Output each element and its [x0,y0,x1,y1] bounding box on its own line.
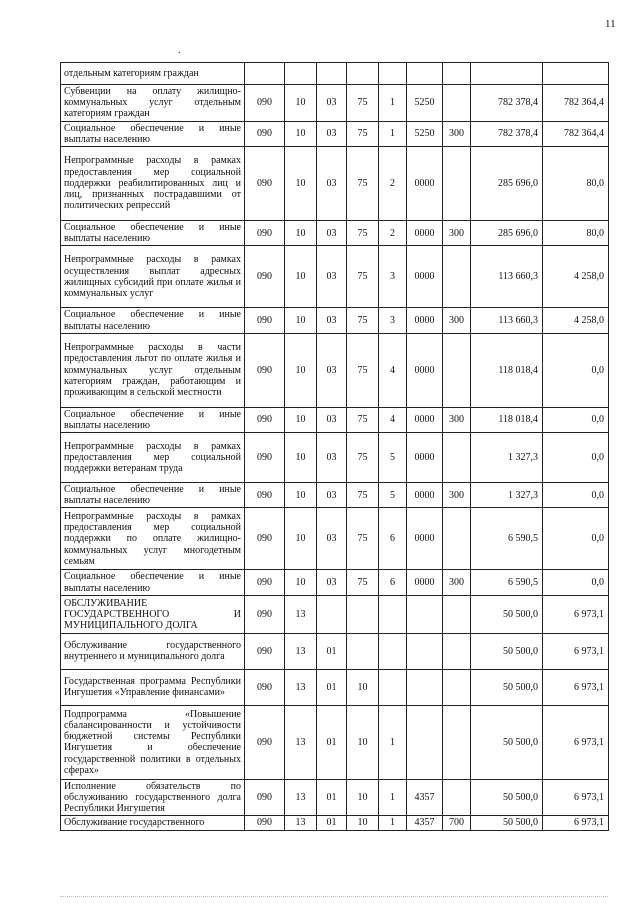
subsection-cell: 03 [317,570,347,595]
amount-planned-cell: 50 500,0 [471,816,543,830]
row-name-cell: Непрограммные расходы в рамках предоставления мер социальной поддержки ветеранам труда [61,433,245,483]
expense-type-cell: 300 [443,483,471,508]
gov-code-cell: 090 [245,595,285,633]
direction-cell [407,63,443,85]
program-cell: 10 [347,779,379,816]
amount-planned-cell: 1 327,3 [471,483,543,508]
amount-executed-cell: 6 973,1 [543,779,609,816]
table-row [61,433,609,483]
expense-type-cell [443,246,471,308]
amount-planned-cell: 285 696,0 [471,146,543,220]
gov-code-cell: 090 [245,669,285,705]
gov-code-cell: 090 [245,508,285,570]
program-cell: 75 [347,85,379,122]
subsection-cell: 01 [317,816,347,830]
amount-executed-cell: 4 258,0 [543,308,609,333]
program-cell: 10 [347,705,379,779]
row-name-cell: отдельным категориям граждан [61,63,245,85]
direction-cell: 0000 [407,433,443,483]
table-row [61,483,609,508]
bottom-scan-line [60,896,608,897]
row-name-cell: Обслуживание государственного внутреннего и муниципального долга [61,633,245,669]
expense-type-cell: 300 [443,570,471,595]
subsection-cell [317,63,347,85]
amount-planned-cell [471,63,543,85]
gov-code-cell: 090 [245,333,285,407]
program-cell [347,633,379,669]
budget-table [60,62,609,831]
subsection-cell: 03 [317,333,347,407]
table-row [61,816,609,830]
direction-cell: 4357 [407,816,443,830]
subprogram-cell [379,669,407,705]
program-cell: 75 [347,407,379,432]
section-cell: 10 [285,146,317,220]
table-row [61,246,609,308]
amount-executed-cell: 0,0 [543,433,609,483]
section-cell: 13 [285,595,317,633]
stray-mark: . [178,45,181,56]
subprogram-cell: 4 [379,407,407,432]
row-name-cell: Социальное обеспечение и иные выплаты населению [61,570,245,595]
expense-type-cell [443,333,471,407]
section-cell: 10 [285,220,317,245]
gov-code-cell: 090 [245,570,285,595]
row-name-cell: Исполнение обязательств по обслуживанию государственного долга Республики Ингушетия [61,779,245,816]
amount-executed-cell: 0,0 [543,333,609,407]
subprogram-cell: 1 [379,85,407,122]
row-name-cell: Обслуживание государственного [61,816,245,830]
amount-executed-cell: 4 258,0 [543,246,609,308]
amount-planned-cell: 782 378,4 [471,121,543,146]
section-cell: 10 [285,407,317,432]
amount-planned-cell: 113 660,3 [471,246,543,308]
subprogram-cell: 3 [379,246,407,308]
direction-cell: 0000 [407,308,443,333]
direction-cell [407,705,443,779]
amount-planned-cell: 1 327,3 [471,433,543,483]
row-name-cell: Непрограммные расходы в рамках осуществления выплат адресных жилищных субсидий при оплате жилья и коммунальных услуг [61,246,245,308]
direction-cell [407,595,443,633]
subsection-cell [317,595,347,633]
direction-cell: 0000 [407,220,443,245]
amount-executed-cell: 6 973,1 [543,669,609,705]
expense-type-cell [443,63,471,85]
subprogram-cell [379,595,407,633]
amount-executed-cell: 782 364,4 [543,121,609,146]
amount-planned-cell: 50 500,0 [471,595,543,633]
subprogram-cell: 6 [379,508,407,570]
subprogram-cell: 1 [379,121,407,146]
subprogram-cell: 6 [379,570,407,595]
amount-executed-cell: 6 973,1 [543,705,609,779]
section-cell: 10 [285,85,317,122]
amount-executed-cell: 6 973,1 [543,595,609,633]
expense-type-cell: 300 [443,407,471,432]
table-row [61,705,609,779]
gov-code-cell: 090 [245,85,285,122]
subprogram-cell: 2 [379,220,407,245]
amount-executed-cell: 0,0 [543,407,609,432]
amount-planned-cell: 118 018,4 [471,333,543,407]
table-body [61,63,609,831]
gov-code-cell: 090 [245,407,285,432]
direction-cell: 5250 [407,121,443,146]
gov-code-cell: 090 [245,433,285,483]
gov-code-cell: 090 [245,146,285,220]
program-cell: 75 [347,508,379,570]
subsection-cell: 03 [317,146,347,220]
direction-cell: 0000 [407,146,443,220]
program-cell: 75 [347,246,379,308]
table-row [61,595,609,633]
row-name-cell: Социальное обеспечение и иные выплаты населению [61,483,245,508]
amount-planned-cell: 50 500,0 [471,669,543,705]
direction-cell: 0000 [407,333,443,407]
program-cell: 75 [347,146,379,220]
subsection-cell: 03 [317,407,347,432]
program-cell: 75 [347,220,379,245]
row-name-cell: ОБСЛУЖИВАНИЕ ГОСУДАРСТВЕННОГО И МУНИЦИПАЛЬНОГО ДОЛГА [61,595,245,633]
direction-cell: 0000 [407,246,443,308]
program-cell: 75 [347,570,379,595]
section-cell: 10 [285,246,317,308]
program-cell: 75 [347,433,379,483]
program-cell: 75 [347,483,379,508]
section-cell: 10 [285,308,317,333]
direction-cell: 5250 [407,85,443,122]
subprogram-cell: 5 [379,483,407,508]
expense-type-cell [443,633,471,669]
expense-type-cell: 700 [443,816,471,830]
amount-planned-cell: 50 500,0 [471,705,543,779]
subsection-cell: 03 [317,508,347,570]
amount-planned-cell: 50 500,0 [471,779,543,816]
program-cell: 10 [347,669,379,705]
row-name-cell: Субвенции на оплату жилищно-коммунальных услуг отдельным категориям граждан [61,85,245,122]
table-row [61,407,609,432]
table-row [61,333,609,407]
program-cell [347,63,379,85]
amount-planned-cell: 782 378,4 [471,85,543,122]
row-name-cell: Непрограммные расходы в рамках предоставления мер социальной поддержки по оплате жилищно-коммунальных услуг многодетным семьям [61,508,245,570]
expense-type-cell [443,669,471,705]
row-name-cell: Непрограммные расходы в части предоставления льгот по оплате жилья и коммунальных услуг отдельным категориям граждан, работающим и проживающим в сельской местности [61,333,245,407]
program-cell: 10 [347,816,379,830]
expense-type-cell [443,779,471,816]
amount-planned-cell: 50 500,0 [471,633,543,669]
subsection-cell: 03 [317,433,347,483]
table-row [61,779,609,816]
section-cell: 13 [285,705,317,779]
subprogram-cell: 4 [379,333,407,407]
subprogram-cell: 2 [379,146,407,220]
amount-planned-cell: 6 590,5 [471,570,543,595]
gov-code-cell: 090 [245,121,285,146]
program-cell: 75 [347,333,379,407]
program-cell: 75 [347,121,379,146]
amount-executed-cell: 782 364,4 [543,85,609,122]
expense-type-cell [443,705,471,779]
amount-planned-cell: 113 660,3 [471,308,543,333]
gov-code-cell: 090 [245,308,285,333]
expense-type-cell [443,85,471,122]
table-row [61,63,609,85]
subprogram-cell [379,63,407,85]
direction-cell: 0000 [407,407,443,432]
subsection-cell: 01 [317,633,347,669]
subprogram-cell: 5 [379,433,407,483]
gov-code-cell: 090 [245,633,285,669]
subsection-cell: 01 [317,779,347,816]
gov-code-cell: 090 [245,246,285,308]
amount-planned-cell: 285 696,0 [471,220,543,245]
subsection-cell: 01 [317,705,347,779]
table-row [61,633,609,669]
subprogram-cell [379,633,407,669]
direction-cell: 0000 [407,570,443,595]
subsection-cell: 03 [317,220,347,245]
amount-executed-cell: 80,0 [543,220,609,245]
row-name-cell: Социальное обеспечение и иные выплаты населению [61,220,245,245]
section-cell [285,63,317,85]
row-name-cell: Подпрограмма «Повышение сбалансированности и устойчивости бюджетной системы Республики Ингушетия и обеспечение государственной политики в отдельных сферах» [61,705,245,779]
amount-executed-cell: 0,0 [543,483,609,508]
amount-executed-cell: 80,0 [543,146,609,220]
table-row [61,220,609,245]
subprogram-cell: 1 [379,779,407,816]
row-name-cell: Социальное обеспечение и иные выплаты населению [61,407,245,432]
expense-type-cell: 300 [443,220,471,245]
amount-executed-cell: 0,0 [543,570,609,595]
subsection-cell: 03 [317,308,347,333]
row-name-cell: Социальное обеспечение и иные выплаты населению [61,308,245,333]
expense-type-cell [443,595,471,633]
section-cell: 10 [285,333,317,407]
amount-executed-cell: 6 973,1 [543,816,609,830]
row-name-cell: Социальное обеспечение и иные выплаты населению [61,121,245,146]
page-number: 11 [605,18,616,30]
direction-cell: 0000 [407,483,443,508]
gov-code-cell [245,63,285,85]
subsection-cell: 03 [317,483,347,508]
program-cell [347,595,379,633]
expense-type-cell [443,146,471,220]
table-row [61,146,609,220]
section-cell: 13 [285,816,317,830]
section-cell: 10 [285,121,317,146]
section-cell: 10 [285,508,317,570]
table-row [61,508,609,570]
amount-planned-cell: 6 590,5 [471,508,543,570]
expense-type-cell: 300 [443,308,471,333]
gov-code-cell: 090 [245,779,285,816]
row-name-cell: Непрограммные расходы в рамках предоставления мер социальной поддержки реабилитированных лиц и лиц, признанных пострадавшими от политических репрессий [61,146,245,220]
table-row [61,308,609,333]
section-cell: 13 [285,633,317,669]
gov-code-cell: 090 [245,220,285,245]
subsection-cell: 03 [317,121,347,146]
direction-cell: 0000 [407,508,443,570]
section-cell: 13 [285,779,317,816]
subprogram-cell: 3 [379,308,407,333]
subprogram-cell: 1 [379,816,407,830]
section-cell: 10 [285,483,317,508]
gov-code-cell: 090 [245,483,285,508]
expense-type-cell [443,508,471,570]
table-row [61,570,609,595]
subsection-cell: 03 [317,246,347,308]
section-cell: 10 [285,433,317,483]
subsection-cell: 03 [317,85,347,122]
direction-cell: 4357 [407,779,443,816]
table-row [61,121,609,146]
section-cell: 13 [285,669,317,705]
amount-executed-cell [543,63,609,85]
table-row [61,669,609,705]
direction-cell [407,669,443,705]
direction-cell [407,633,443,669]
row-name-cell: Государственная программа Республики Ингушетия «Управление финансами» [61,669,245,705]
amount-executed-cell: 6 973,1 [543,633,609,669]
amount-executed-cell: 0,0 [543,508,609,570]
gov-code-cell: 090 [245,705,285,779]
program-cell: 75 [347,308,379,333]
expense-type-cell: 300 [443,121,471,146]
table-row [61,85,609,122]
amount-planned-cell: 118 018,4 [471,407,543,432]
expense-type-cell [443,433,471,483]
subsection-cell: 01 [317,669,347,705]
section-cell: 10 [285,570,317,595]
subprogram-cell: 1 [379,705,407,779]
gov-code-cell: 090 [245,816,285,830]
